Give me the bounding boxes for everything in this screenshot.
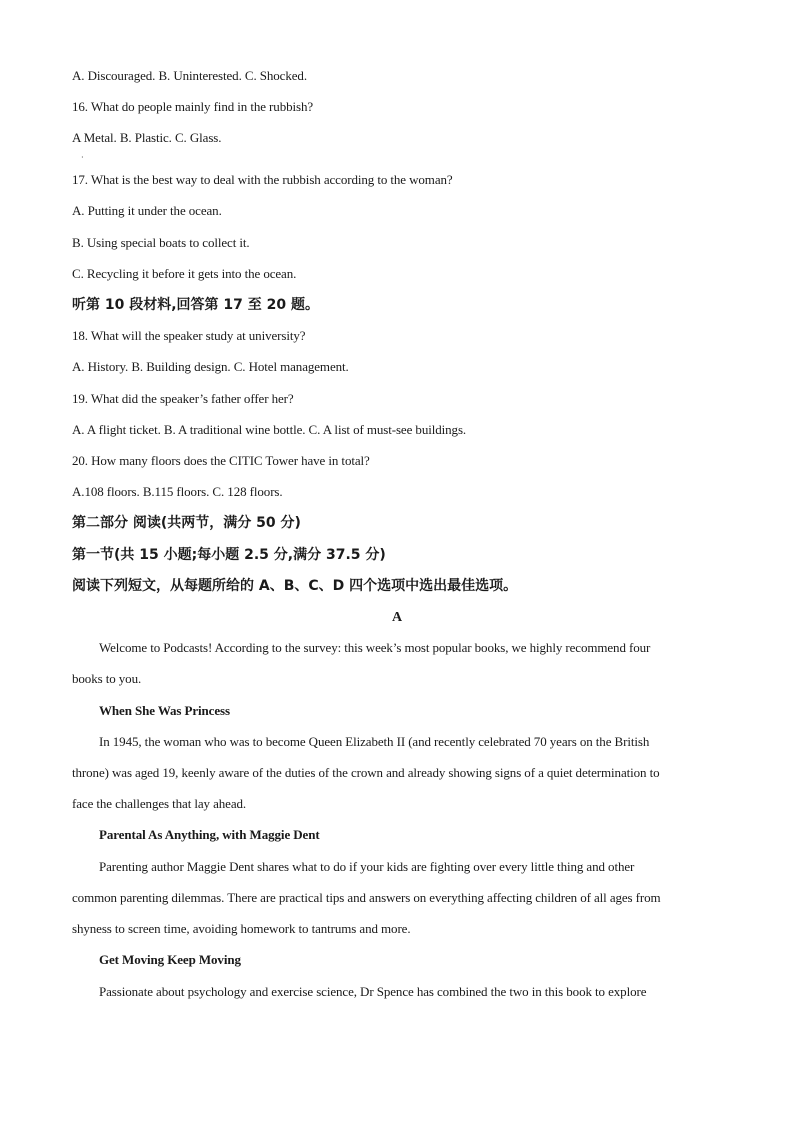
- q18-options: A. History. B. Building design. C. Hotel management.: [72, 359, 349, 374]
- book-2-line-2: common parenting dilemmas. There are practical tips and answers on everything affecting children of all ages from: [72, 890, 661, 905]
- book-1-title: When She Was Princess: [99, 703, 230, 718]
- book-3-line-1: Passionate about psychology and exercise science, Dr Spence has combined the two in this book to explore: [99, 984, 647, 999]
- q17-option-c: C. Recycling it before it gets into the ocean.: [72, 266, 297, 281]
- intro-line-2: books to you.: [72, 671, 142, 686]
- section-1-heading: 第一节(共 15 小题;每小题 2.5 分,满分 37.5 分): [72, 547, 386, 563]
- book-1-line-2: throne) was aged 19, keenly aware of the duties of the crown and already showing signs of a quiet determination to: [72, 765, 660, 780]
- q18-question: 18. What will the speaker study at university?: [72, 328, 306, 343]
- q17-option-a: A. Putting it under the ocean.: [72, 203, 222, 218]
- q16-question: 16. What do people mainly find in the rubbish?: [72, 99, 314, 114]
- q19-options: A. A flight ticket. B. A traditional wine bottle. C. A list of must-see buildings.: [72, 422, 467, 437]
- passage-letter: A: [391, 610, 402, 625]
- q17-question: 17. What is the best way to deal with the rubbish according to the woman?: [72, 172, 453, 187]
- book-1-line-3: face the challenges that lay ahead.: [72, 796, 247, 811]
- part-2-heading: 第二部分 阅读(共两节，满分 50 分): [72, 515, 301, 531]
- q20-question: 20. How many floors does the CITIC Tower have in total?: [72, 453, 370, 468]
- q16-options: A Metal. B. Plastic. C. Glass.: [72, 130, 222, 145]
- book-2-line-1: Parenting author Maggie Dent shares what to do if your kids are fighting over every little thing and other: [99, 859, 635, 874]
- q20-options: A.108 floors. B.115 floors. C. 128 floors.: [72, 484, 283, 499]
- stray-dot-mark: ·: [81, 153, 84, 162]
- q17-option-b: B. Using special boats to collect it.: [72, 235, 250, 250]
- reading-instruction: 阅读下列短文，从每题所给的 A、B、C、D 四个选项中选出最佳选项。: [72, 578, 518, 594]
- book-2-line-3: shyness to screen time, avoiding homework to tantrums and more.: [72, 921, 411, 936]
- q19-question: 19. What did the speaker’s father offer her?: [72, 391, 294, 406]
- book-1-line-1: In 1945, the woman who was to become Queen Elizabeth II (and recently celebrated 70 years on the British: [99, 734, 650, 749]
- q15-options: A. Discouraged. B. Uninterested. C. Shocked.: [72, 68, 307, 83]
- intro-line-1: Welcome to Podcasts! According to the survey: this week’s most popular books, we highly recommend four: [99, 640, 651, 655]
- book-2-title: Parental As Anything, with Maggie Dent: [99, 827, 320, 842]
- book-3-title: Get Moving Keep Moving: [99, 952, 241, 967]
- section-10-heading: 听第 10 段材料,回答第 17 至 20 题。: [72, 297, 320, 313]
